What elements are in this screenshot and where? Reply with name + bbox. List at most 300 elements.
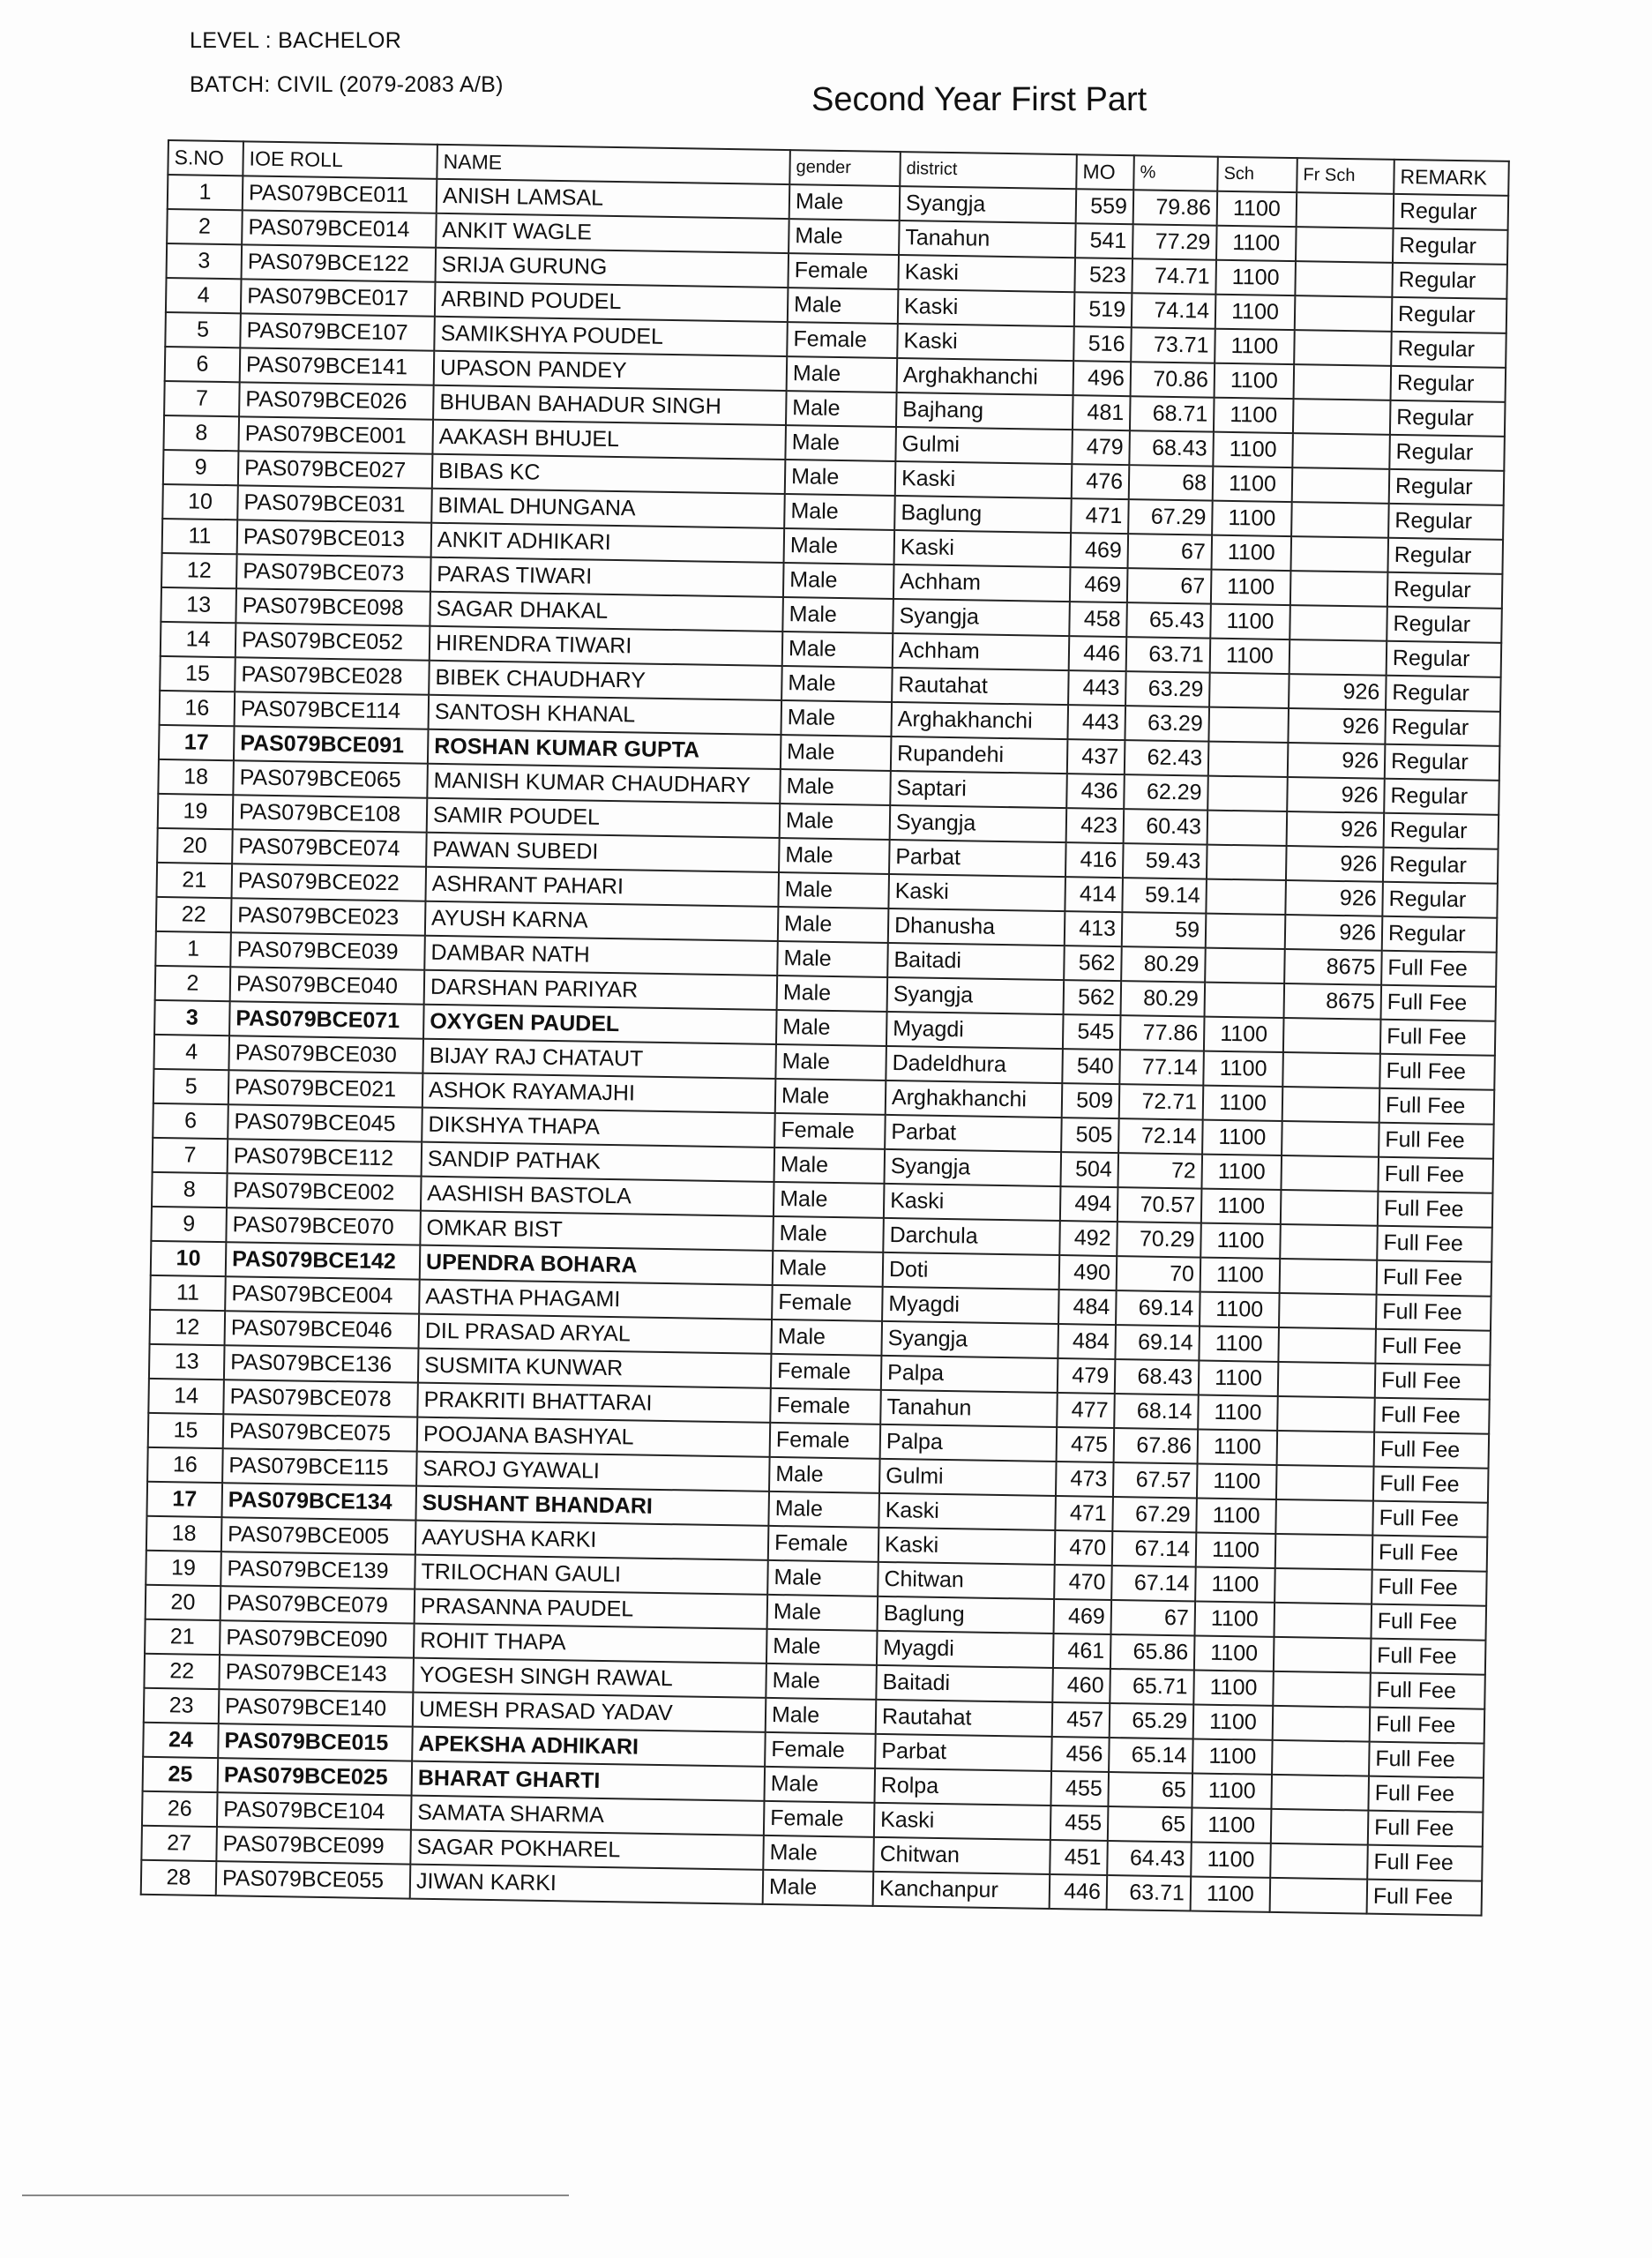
sch-cell: 1100: [1211, 570, 1291, 605]
mo-cell: 477: [1057, 1393, 1115, 1428]
sno-cell: 4: [166, 278, 242, 313]
remark-cell: Full Fee: [1372, 1570, 1487, 1606]
sno-cell: 18: [158, 759, 234, 795]
percent-cell: 77.86: [1120, 1015, 1205, 1050]
district-cell: Kaski: [884, 1184, 1061, 1221]
mo-cell: 494: [1060, 1186, 1118, 1222]
gender-cell: Male: [766, 1664, 877, 1700]
district-cell: Darchula: [883, 1218, 1060, 1255]
fr-sch-cell: [1293, 399, 1391, 435]
district-cell: Syangja: [881, 1321, 1058, 1358]
sno-cell: 11: [150, 1275, 226, 1311]
sno-cell: 12: [150, 1310, 226, 1345]
roll-cell: PAS079BCE039: [230, 932, 425, 969]
sno-cell: 22: [144, 1654, 220, 1689]
percent-cell: 67: [1127, 568, 1212, 603]
roll-cell: PAS079BCE055: [216, 1861, 411, 1898]
roll-cell: PAS079BCE005: [221, 1517, 416, 1554]
fr-sch-cell: 926: [1287, 811, 1385, 848]
sno-cell: 9: [151, 1207, 227, 1242]
roll-cell: PAS079BCE071: [229, 1001, 424, 1038]
mo-cell: 443: [1068, 670, 1126, 706]
name-cell: ARBIND POUDEL: [435, 282, 789, 322]
sno-cell: 20: [146, 1585, 221, 1620]
remark-cell: Regular: [1394, 194, 1509, 230]
gender-cell: Male: [789, 184, 901, 221]
sch-cell: 1100: [1197, 1464, 1277, 1499]
mo-cell: 455: [1050, 1771, 1109, 1806]
fr-sch-cell: [1290, 571, 1388, 607]
fr-sch-cell: [1273, 1706, 1371, 1742]
remark-cell: Full Fee: [1378, 1192, 1493, 1228]
name-cell: SAMATA SHARMA: [411, 1796, 765, 1836]
percent-cell: 59.14: [1122, 878, 1207, 913]
mo-cell: 484: [1058, 1324, 1116, 1359]
gender-cell: Female: [770, 1423, 881, 1459]
gender-cell: Male: [771, 1320, 882, 1356]
name-cell: PARAS TIWARI: [430, 557, 784, 597]
col-header-mo: MO: [1076, 154, 1134, 190]
gender-cell: Male: [787, 356, 898, 393]
mo-cell: 455: [1050, 1806, 1109, 1841]
fr-sch-cell: [1294, 330, 1392, 366]
sno-cell: 16: [160, 691, 235, 726]
name-cell: AYUSH KARNA: [425, 901, 779, 941]
mo-cell: 492: [1059, 1221, 1118, 1256]
roll-cell: PAS079BCE098: [235, 588, 430, 625]
remark-cell: Full Fee: [1377, 1226, 1492, 1262]
sno-cell: 19: [158, 794, 234, 829]
remark-cell: Regular: [1386, 676, 1501, 712]
district-cell: Syangja: [893, 599, 1070, 636]
mo-cell: 443: [1067, 705, 1125, 740]
fr-sch-cell: 926: [1288, 743, 1386, 779]
percent-cell: 67.57: [1113, 1462, 1198, 1498]
district-cell: Kanchanpur: [873, 1872, 1050, 1909]
name-cell: ANKIT WAGLE: [436, 213, 789, 253]
roll-cell: PAS079BCE099: [216, 1827, 411, 1864]
sch-cell: 1100: [1191, 1876, 1271, 1911]
fr-sch-cell: [1270, 1878, 1368, 1914]
remark-cell: Full Fee: [1369, 1742, 1484, 1778]
sno-cell: 9: [163, 450, 239, 485]
district-cell: Arghakhanchi: [891, 702, 1068, 739]
sch-cell: 1100: [1213, 432, 1293, 467]
fr-sch-cell: 8675: [1284, 983, 1382, 1020]
sch-cell: 1100: [1193, 1704, 1274, 1739]
district-cell: Syangja: [885, 1149, 1062, 1186]
sch-cell: 1100: [1200, 1292, 1280, 1327]
col-header-roll: IOE ROLL: [243, 141, 437, 178]
sno-cell: 15: [160, 656, 235, 692]
sno-cell: 21: [145, 1619, 221, 1655]
roll-cell: PAS079BCE143: [219, 1655, 414, 1692]
fr-sch-cell: 926: [1286, 846, 1384, 882]
remark-cell: Full Fee: [1374, 1398, 1490, 1434]
percent-cell: 68.43: [1115, 1359, 1200, 1394]
mo-cell: 509: [1062, 1083, 1120, 1118]
sch-cell: [1205, 983, 1285, 1018]
gender-cell: Male: [766, 1629, 878, 1665]
mo-cell: 451: [1050, 1840, 1108, 1875]
roll-cell: PAS079BCE052: [235, 623, 430, 660]
remark-cell: Full Fee: [1370, 1673, 1485, 1709]
roll-cell: PAS079BCE065: [233, 760, 428, 797]
sno-cell: 18: [146, 1516, 222, 1551]
name-cell: AAKASH BHUJEL: [432, 420, 786, 460]
name-cell: ASHRANT PAHARI: [425, 867, 779, 907]
fr-sch-cell: [1280, 1259, 1378, 1295]
district-cell: Baglung: [878, 1596, 1055, 1634]
sno-cell: 3: [167, 243, 243, 279]
remark-cell: Regular: [1385, 710, 1500, 746]
remark-cell: Full Fee: [1377, 1260, 1492, 1297]
sch-cell: 1100: [1199, 1327, 1279, 1362]
name-cell: ANKIT ADHIKARI: [431, 523, 785, 563]
percent-cell: 67.14: [1111, 1566, 1196, 1601]
percent-cell: 74.71: [1132, 258, 1216, 294]
fr-sch-cell: 926: [1287, 777, 1385, 813]
roll-cell: PAS079BCE141: [240, 348, 435, 385]
name-cell: MANISH KUMAR CHAUDHARY: [427, 764, 781, 804]
sch-cell: 1100: [1200, 1223, 1281, 1259]
mo-cell: 437: [1067, 739, 1125, 774]
percent-cell: 65: [1108, 1806, 1192, 1842]
gender-cell: Male: [763, 1836, 874, 1872]
percent-cell: 67.29: [1128, 499, 1213, 535]
gender-cell: Female: [788, 253, 899, 289]
percent-cell: 69.14: [1116, 1290, 1200, 1326]
remark-cell: Regular: [1384, 779, 1499, 815]
gender-cell: Male: [781, 700, 892, 736]
gender-cell: Male: [775, 1079, 886, 1115]
level-label: LEVEL : BACHELOR: [190, 28, 402, 53]
name-cell: DAMBAR NATH: [424, 936, 778, 976]
sch-cell: [1207, 811, 1288, 846]
roll-cell: PAS079BCE073: [236, 554, 431, 591]
name-cell: SANDIP PATHAK: [422, 1142, 775, 1182]
gender-cell: Male: [773, 1216, 884, 1252]
sch-cell: 1100: [1217, 191, 1297, 227]
fr-sch-cell: 926: [1285, 880, 1383, 916]
sno-cell: 7: [164, 381, 240, 416]
roll-cell: PAS079BCE075: [223, 1414, 418, 1451]
col-header-name: NAME: [437, 145, 790, 184]
name-cell: POOJANA BASHYAL: [417, 1417, 771, 1457]
remark-cell: Regular: [1382, 916, 1498, 953]
sch-cell: 1100: [1199, 1361, 1279, 1396]
district-cell: Tanahun: [899, 221, 1076, 258]
sno-cell: 1: [155, 931, 231, 967]
fr-sch-cell: [1296, 227, 1394, 263]
gender-cell: Male: [777, 941, 888, 977]
roll-cell: PAS079BCE040: [230, 967, 425, 1004]
sno-cell: 16: [147, 1447, 223, 1483]
gender-cell: Male: [784, 528, 895, 564]
remark-cell: Full Fee: [1368, 1776, 1484, 1813]
percent-cell: 67.29: [1112, 1497, 1197, 1532]
sno-cell: 2: [167, 209, 243, 244]
percent-cell: 65.29: [1110, 1703, 1194, 1738]
gender-cell: Male: [773, 1251, 884, 1287]
sch-cell: [1208, 707, 1289, 743]
fr-sch-cell: [1277, 1396, 1375, 1432]
sno-cell: 27: [141, 1826, 217, 1861]
mo-cell: 469: [1070, 567, 1128, 602]
mo-cell: 479: [1072, 430, 1130, 465]
mo-cell: 496: [1073, 361, 1132, 396]
gender-cell: Male: [779, 838, 890, 874]
fr-sch-cell: [1272, 1740, 1370, 1776]
roll-cell: PAS079BCE046: [225, 1311, 420, 1348]
results-table: [140, 139, 1510, 1917]
roll-cell: PAS079BCE142: [226, 1242, 421, 1279]
sno-cell: 20: [157, 828, 233, 864]
fr-sch-cell: [1276, 1465, 1374, 1501]
district-cell: Baitadi: [887, 943, 1065, 980]
name-cell: APEKSHA ADHIKARI: [412, 1727, 766, 1767]
percent-cell: 65.43: [1126, 602, 1211, 638]
roll-cell: PAS079BCE091: [234, 726, 429, 763]
mo-cell: 519: [1074, 292, 1132, 327]
percent-cell: 59: [1122, 912, 1207, 947]
gender-cell: Male: [783, 563, 894, 599]
roll-cell: PAS079BCE013: [237, 520, 432, 557]
roll-cell: PAS079BCE090: [220, 1620, 415, 1657]
gender-cell: Male: [764, 1767, 875, 1803]
mo-cell: 545: [1063, 1014, 1121, 1050]
sch-cell: [1207, 845, 1287, 880]
percent-cell: 67: [1127, 534, 1212, 569]
fr-sch-cell: [1277, 1431, 1375, 1467]
district-cell: Achham: [893, 633, 1070, 670]
name-cell: BHUBAN BAHADUR SINGH: [433, 385, 787, 425]
sch-cell: 1100: [1195, 1567, 1275, 1603]
roll-cell: PAS079BCE015: [218, 1723, 413, 1761]
district-cell: Myagdi: [877, 1631, 1054, 1668]
name-cell: SAGAR DHAKAL: [430, 592, 783, 632]
col-header-gender: gender: [789, 150, 901, 186]
mo-cell: 413: [1065, 911, 1123, 946]
roll-cell: PAS079BCE139: [221, 1551, 415, 1589]
name-cell: PRAKRITI BHATTARAI: [417, 1383, 771, 1423]
gender-cell: Female: [787, 322, 898, 358]
remark-cell: Regular: [1384, 813, 1499, 849]
fr-sch-cell: [1289, 639, 1387, 676]
roll-cell: PAS079BCE028: [235, 657, 430, 694]
name-cell: BIBAS KC: [432, 454, 786, 494]
roll-cell: PAS079BCE030: [228, 1036, 423, 1073]
remark-cell: Full Fee: [1372, 1501, 1488, 1537]
fr-sch-cell: [1273, 1671, 1371, 1708]
mo-cell: 505: [1061, 1118, 1119, 1153]
fr-sch-cell: 926: [1289, 674, 1387, 710]
mo-cell: 479: [1058, 1358, 1116, 1394]
mo-cell: 446: [1069, 636, 1127, 671]
gender-cell: Female: [774, 1113, 886, 1149]
remark-cell: Regular: [1385, 744, 1500, 781]
district-cell: Tanahun: [880, 1390, 1058, 1427]
name-cell: SAMIR POUDEL: [427, 798, 781, 838]
gender-cell: Male: [789, 219, 900, 255]
district-cell: Baglung: [894, 496, 1072, 533]
footer-divider: [22, 2194, 569, 2196]
name-cell: SAROJ GYAWALI: [416, 1452, 770, 1492]
roll-cell: PAS079BCE104: [217, 1792, 412, 1829]
roll-cell: PAS079BCE026: [239, 382, 434, 419]
district-cell: Palpa: [881, 1356, 1058, 1393]
sch-cell: 1100: [1210, 604, 1290, 639]
sch-cell: 1100: [1198, 1430, 1278, 1465]
remark-cell: Full Fee: [1372, 1536, 1488, 1572]
district-cell: Kaski: [878, 1493, 1056, 1530]
fr-sch-cell: [1291, 502, 1389, 538]
fr-sch-cell: [1292, 467, 1390, 504]
col-header-sno: S.NO: [168, 140, 243, 176]
remark-cell: Regular: [1389, 469, 1505, 505]
sno-cell: 19: [146, 1551, 221, 1586]
remark-cell: Full Fee: [1379, 1088, 1495, 1125]
remark-cell: Full Fee: [1376, 1295, 1491, 1331]
percent-cell: 80.29: [1121, 981, 1206, 1016]
sno-cell: 6: [153, 1103, 228, 1139]
sno-cell: 24: [143, 1723, 219, 1758]
mo-cell: 457: [1052, 1702, 1110, 1738]
mo-cell: 469: [1071, 533, 1129, 568]
fr-sch-cell: [1295, 261, 1393, 297]
percent-cell: 70.29: [1117, 1222, 1201, 1257]
district-cell: Rautahat: [876, 1700, 1053, 1737]
mo-cell: 516: [1073, 326, 1132, 362]
mo-cell: 461: [1053, 1634, 1111, 1669]
remark-cell: Full Fee: [1370, 1708, 1485, 1744]
district-cell: Arghakhanchi: [886, 1080, 1063, 1118]
district-cell: Myagdi: [882, 1287, 1059, 1324]
gender-cell: Female: [772, 1285, 883, 1321]
sch-cell: 1100: [1194, 1636, 1275, 1671]
sno-cell: 22: [156, 897, 232, 932]
sch-cell: 1100: [1191, 1842, 1271, 1877]
percent-cell: 68.71: [1130, 396, 1215, 431]
percent-cell: 63.71: [1107, 1875, 1192, 1910]
gender-cell: Male: [785, 460, 896, 496]
percent-cell: 59.43: [1123, 843, 1207, 879]
mo-cell: 470: [1054, 1565, 1112, 1600]
percent-cell: 69.14: [1115, 1325, 1200, 1360]
district-cell: Kaski: [897, 324, 1074, 361]
sch-cell: 1100: [1196, 1533, 1276, 1568]
gender-cell: Female: [770, 1388, 881, 1424]
fr-sch-cell: [1294, 364, 1392, 400]
roll-cell: PAS079BCE014: [242, 210, 437, 247]
remark-cell: Full Fee: [1378, 1157, 1493, 1193]
district-cell: Kaski: [888, 874, 1065, 911]
remark-cell: Full Fee: [1375, 1329, 1491, 1365]
percent-cell: 62.29: [1124, 774, 1208, 810]
gender-cell: Male: [778, 907, 889, 943]
results-sheet: [140, 139, 1508, 1917]
roll-cell: PAS079BCE023: [231, 898, 426, 935]
mo-cell: 540: [1062, 1049, 1120, 1084]
percent-cell: 70: [1117, 1256, 1201, 1291]
percent-cell: 63.29: [1125, 706, 1209, 741]
col-header-fr-sch: Fr Sch: [1297, 158, 1394, 194]
remark-cell: Full Fee: [1380, 1020, 1496, 1056]
percent-cell: 72.71: [1119, 1084, 1204, 1119]
sch-cell: 1100: [1203, 1086, 1283, 1121]
mo-cell: 476: [1072, 464, 1130, 499]
percent-cell: 63.29: [1125, 671, 1210, 707]
gender-cell: Male: [777, 976, 888, 1012]
gender-cell: Female: [771, 1354, 882, 1390]
roll-cell: PAS079BCE122: [242, 244, 437, 281]
roll-cell: PAS079BCE011: [243, 176, 437, 213]
sch-cell: 1100: [1192, 1807, 1272, 1843]
sch-cell: 1100: [1212, 501, 1292, 536]
gender-cell: Male: [786, 391, 897, 427]
gender-cell: Male: [769, 1457, 880, 1493]
roll-cell: PAS079BCE027: [238, 451, 433, 488]
remark-cell: Regular: [1390, 400, 1506, 437]
roll-cell: PAS079BCE107: [240, 313, 435, 350]
sno-cell: 14: [161, 622, 236, 657]
roll-cell: PAS079BCE112: [228, 1139, 422, 1176]
fr-sch-cell: [1274, 1603, 1372, 1639]
sch-cell: 1100: [1215, 363, 1295, 399]
sch-cell: 1100: [1203, 1051, 1283, 1087]
name-cell: UPENDRA BOHARA: [420, 1245, 774, 1285]
sno-cell: 10: [162, 484, 238, 520]
gender-cell: Female: [765, 1732, 876, 1768]
sch-cell: [1206, 879, 1286, 915]
remark-cell: Regular: [1382, 882, 1498, 918]
remark-cell: Full Fee: [1368, 1811, 1484, 1847]
sno-cell: 12: [161, 553, 237, 588]
district-cell: Chitwan: [878, 1562, 1055, 1599]
sno-cell: 23: [144, 1688, 220, 1723]
district-cell: Parbat: [889, 840, 1066, 877]
fr-sch-cell: [1280, 1224, 1378, 1260]
sch-cell: [1208, 742, 1289, 777]
remark-cell: Regular: [1387, 572, 1503, 609]
percent-cell: 65: [1108, 1772, 1192, 1807]
name-cell: OMKAR BIST: [420, 1211, 774, 1251]
mo-cell: 460: [1052, 1668, 1110, 1703]
sch-cell: 1100: [1215, 260, 1296, 295]
mo-cell: 481: [1073, 395, 1131, 430]
remark-cell: Regular: [1387, 607, 1502, 643]
fr-sch-cell: [1281, 1190, 1379, 1226]
roll-cell: PAS079BCE140: [219, 1689, 414, 1726]
sno-cell: 1: [168, 175, 243, 210]
sno-cell: 14: [148, 1379, 224, 1414]
fr-sch-cell: [1278, 1362, 1376, 1398]
sno-cell: 13: [161, 587, 236, 623]
sno-cell: 11: [162, 519, 238, 554]
district-cell: Saptari: [890, 771, 1067, 808]
roll-cell: PAS079BCE134: [221, 1483, 416, 1520]
percent-cell: 65.86: [1110, 1634, 1195, 1670]
percent-cell: 70.86: [1131, 362, 1215, 397]
remark-cell: Full Fee: [1371, 1639, 1486, 1675]
sch-cell: 1100: [1215, 329, 1295, 364]
percent-cell: 67.86: [1114, 1428, 1199, 1463]
district-cell: Rolpa: [874, 1768, 1051, 1806]
district-cell: Kaski: [895, 461, 1073, 498]
fr-sch-cell: [1270, 1843, 1368, 1880]
fr-sch-cell: [1274, 1637, 1372, 1673]
district-cell: Kaski: [874, 1803, 1051, 1840]
